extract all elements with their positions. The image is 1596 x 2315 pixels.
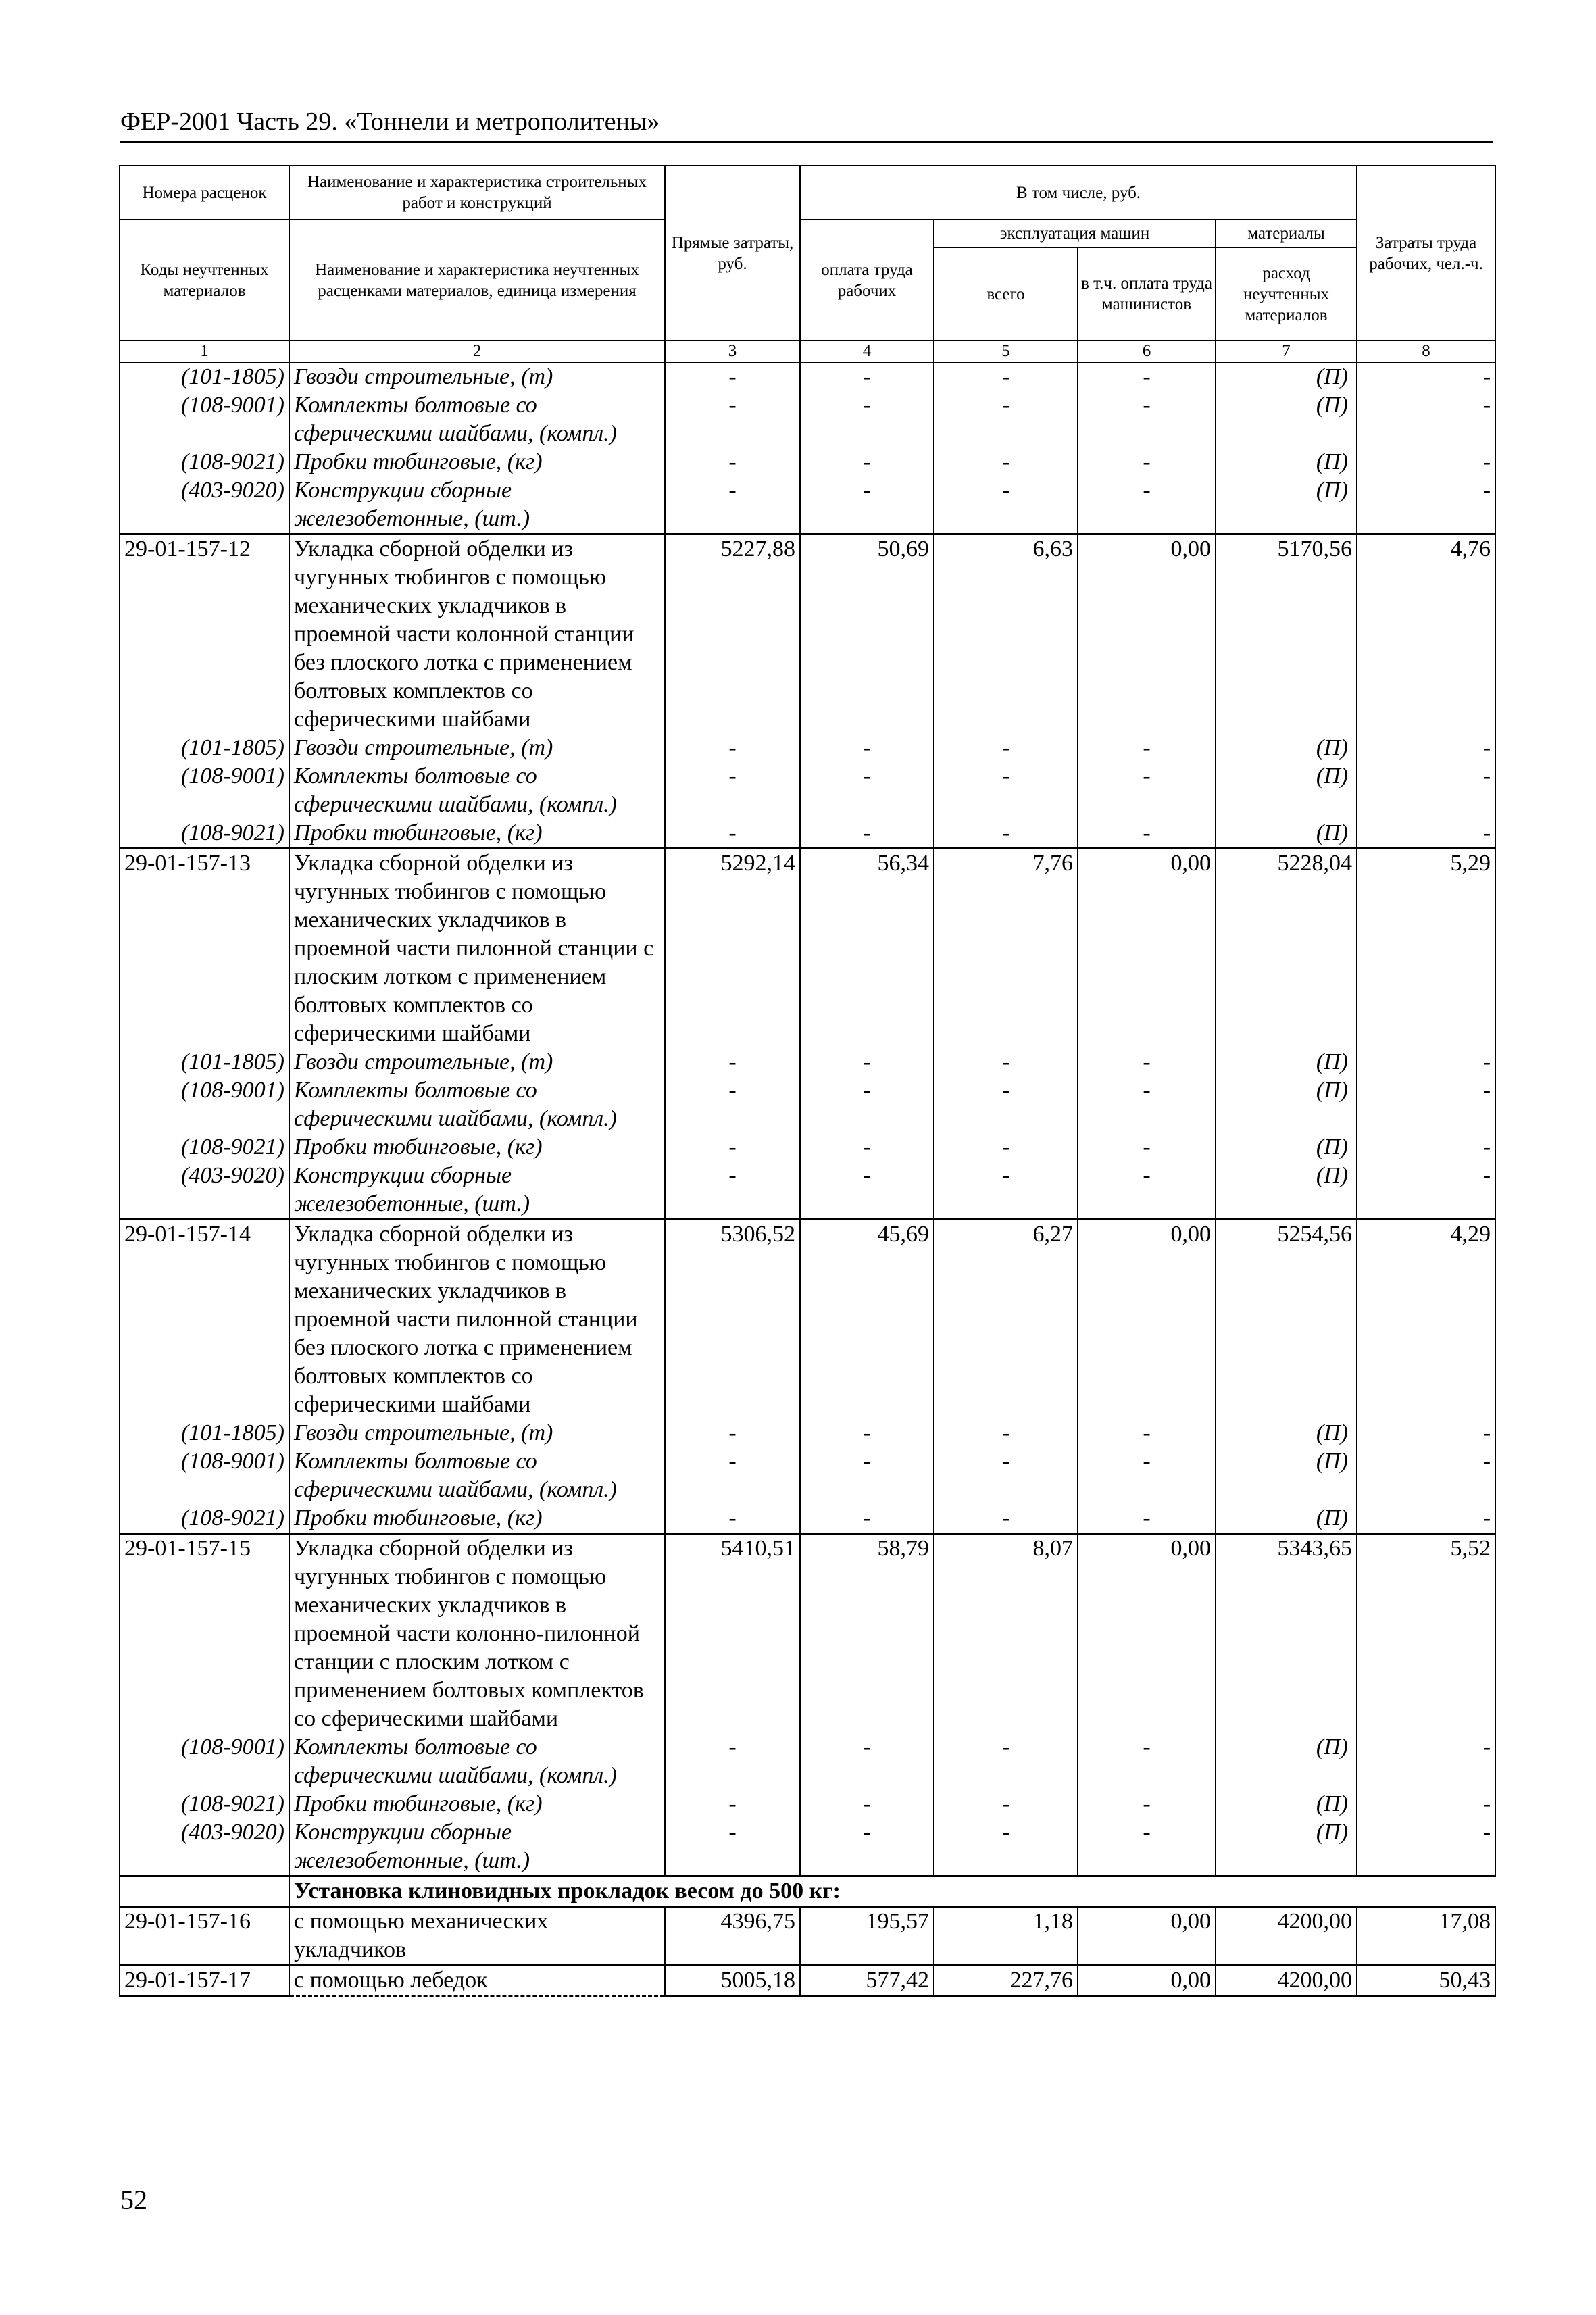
column-numbers-row (120, 341, 1495, 362)
rates-table (119, 165, 1496, 1997)
materials-cell: (П) (1216, 1133, 1357, 1162)
operator-pay-cell: 0,00 (1078, 1534, 1216, 1734)
material-name: Комплекты болтовые со сферическими шайбами, (компл.) (289, 762, 665, 819)
machines-total-cell: - (934, 1818, 1078, 1876)
worker-pay-cell: - (800, 1818, 934, 1876)
material-row (120, 1733, 1495, 1790)
machines-total-cell: - (934, 819, 1078, 849)
rate-code: 29-01-157-12 (120, 534, 289, 735)
direct-costs-cell: - (665, 1076, 800, 1133)
labor-costs-cell: - (1357, 819, 1495, 849)
direct-costs-cell: - (665, 1447, 800, 1504)
direct-costs-cell: - (665, 1818, 800, 1876)
materials-cell: (П) (1216, 1076, 1357, 1133)
machines-total-cell: - (934, 1733, 1078, 1790)
labor-costs-cell: 50,43 (1357, 1966, 1495, 1996)
material-row (120, 819, 1495, 849)
material-code: (108-9001) (120, 391, 289, 448)
operator-pay-cell: - (1078, 734, 1216, 762)
direct-costs-cell: 5005,18 (665, 1966, 800, 1996)
material-code: (108-9021) (120, 819, 289, 849)
material-row (120, 391, 1495, 448)
labor-costs-cell: - (1357, 762, 1495, 819)
operator-pay-cell: - (1078, 762, 1216, 819)
rate-row (120, 849, 1495, 1049)
materials-cell: (П) (1216, 819, 1357, 849)
labor-costs-cell: - (1357, 1162, 1495, 1220)
worker-pay-cell: - (800, 1048, 934, 1076)
material-code: (403-9020) (120, 476, 289, 534)
direct-costs-cell: - (665, 362, 800, 391)
material-name: Пробки тюбинговые, (кг) (289, 1133, 665, 1162)
materials-cell: 5343,65 (1216, 1534, 1357, 1734)
header-worker-pay: оплата труда рабочих (800, 220, 934, 341)
page-header: ФЕР-2001 Часть 29. «Тоннели и метрополитены» (120, 107, 1493, 143)
material-code: (108-9001) (120, 1733, 289, 1790)
operator-pay-cell: 0,00 (1078, 534, 1216, 735)
labor-costs-cell: - (1357, 734, 1495, 762)
rate-code: 29-01-157-16 (120, 1907, 289, 1966)
material-code: (108-9001) (120, 1076, 289, 1133)
material-row (120, 362, 1495, 391)
material-code: (101-1805) (120, 1419, 289, 1447)
material-row (120, 1419, 1495, 1447)
material-row (120, 1048, 1495, 1076)
rate-code: 29-01-157-13 (120, 849, 289, 1049)
column-number: 6 (1078, 341, 1216, 362)
machines-total-cell: 227,76 (934, 1966, 1078, 1996)
material-name: Комплекты болтовые со сферическими шайбами, (компл.) (289, 1733, 665, 1790)
labor-costs-cell: 4,29 (1357, 1220, 1495, 1420)
worker-pay-cell: 50,69 (800, 534, 934, 735)
direct-costs-cell: - (665, 762, 800, 819)
header-material-name: Наименование и характеристика неучтенных расценками материалов, единица измерения (289, 220, 665, 341)
header-work-name: Наименование и характеристика строительных работ и конструкций (289, 166, 665, 220)
direct-costs-cell: - (665, 1733, 800, 1790)
materials-cell: (П) (1216, 1733, 1357, 1790)
work-description: Укладка сборной обделки из чугунных тюбингов с помощью механических укладчиков в проемной части пилонной станции с плоским лотком с применением болтовых комплектов со сферическими шайбами (289, 849, 665, 1049)
header-machines-total: всего (934, 247, 1078, 341)
worker-pay-cell: - (800, 1733, 934, 1790)
header-labor-costs: Затраты труда рабочих, чел.-ч. (1357, 166, 1495, 341)
material-row (120, 1162, 1495, 1220)
header-rate-numbers: Номера расценок (120, 166, 289, 220)
materials-cell: (П) (1216, 448, 1357, 476)
operator-pay-cell: - (1078, 476, 1216, 534)
material-name: Комплекты болтовые со сферическими шайбами, (компл.) (289, 391, 665, 448)
operator-pay-cell: - (1078, 1133, 1216, 1162)
material-name: Гвозди строительные, (т) (289, 1419, 665, 1447)
worker-pay-cell: - (800, 819, 934, 849)
materials-cell: 5228,04 (1216, 849, 1357, 1049)
operator-pay-cell: - (1078, 448, 1216, 476)
machines-total-cell: - (934, 448, 1078, 476)
work-description: Укладка сборной обделки из чугунных тюбингов с помощью механических укладчиков в проемной части колонно-пилонной станции с плоским лотком с применением болтовых комплектов со сферическими шайбами (289, 1534, 665, 1734)
material-name: Пробки тюбинговые, (кг) (289, 1790, 665, 1818)
column-number: 2 (289, 341, 665, 362)
work-description: с помощью механических укладчиков (289, 1907, 665, 1966)
column-number: 1 (120, 341, 289, 362)
material-code: (101-1805) (120, 1048, 289, 1076)
direct-costs-cell: - (665, 734, 800, 762)
section-row (120, 1876, 1495, 1907)
work-description: Укладка сборной обделки из чугунных тюбингов с помощью механических укладчиков в проемной части пилонной станции без плоского лотка с применением болтовых комплектов со сферическими шайбами (289, 1220, 665, 1420)
material-name: Пробки тюбинговые, (кг) (289, 448, 665, 476)
column-number: 7 (1216, 341, 1357, 362)
material-row (120, 1133, 1495, 1162)
materials-cell: (П) (1216, 362, 1357, 391)
rate-row (120, 1220, 1495, 1420)
material-row (120, 762, 1495, 819)
worker-pay-cell: - (800, 1504, 934, 1534)
operator-pay-cell: - (1078, 1818, 1216, 1876)
material-code: (108-9001) (120, 1447, 289, 1504)
header-materials: материалы (1216, 220, 1357, 247)
material-code: (108-9021) (120, 1133, 289, 1162)
header-unaccounted-materials: расход неучтенных материалов (1216, 247, 1357, 341)
labor-costs-cell: - (1357, 448, 1495, 476)
header-operator-pay: в т.ч. оплата труда машинистов (1078, 247, 1216, 341)
material-name: Пробки тюбинговые, (кг) (289, 1504, 665, 1534)
material-row (120, 476, 1495, 534)
operator-pay-cell: - (1078, 1790, 1216, 1818)
machines-total-cell: 7,76 (934, 849, 1078, 1049)
worker-pay-cell: 45,69 (800, 1220, 934, 1420)
operator-pay-cell: 0,00 (1078, 1220, 1216, 1420)
material-row (120, 1076, 1495, 1133)
column-number: 3 (665, 341, 800, 362)
material-code: (108-9021) (120, 1790, 289, 1818)
labor-costs-cell: - (1357, 1076, 1495, 1133)
machines-total-cell: - (934, 762, 1078, 819)
material-code: (403-9020) (120, 1818, 289, 1876)
machines-total-cell: - (934, 1133, 1078, 1162)
page-number: 52 (120, 2185, 147, 2215)
machines-total-cell: - (934, 1504, 1078, 1534)
direct-costs-cell: - (665, 476, 800, 534)
worker-pay-cell: 56,34 (800, 849, 934, 1049)
table-body (120, 362, 1495, 1996)
materials-cell: 4200,00 (1216, 1966, 1357, 1996)
rate-row (120, 1907, 1495, 1966)
labor-costs-cell: - (1357, 1790, 1495, 1818)
labor-costs-cell: - (1357, 1733, 1495, 1790)
operator-pay-cell: - (1078, 1733, 1216, 1790)
machines-total-cell: 1,18 (934, 1907, 1078, 1966)
operator-pay-cell: - (1078, 1419, 1216, 1447)
labor-costs-cell: - (1357, 1504, 1495, 1534)
direct-costs-cell: - (665, 448, 800, 476)
direct-costs-cell: - (665, 1162, 800, 1220)
material-code: (403-9020) (120, 1162, 289, 1220)
material-code: (101-1805) (120, 734, 289, 762)
header-machine-operation: эксплуатация машин (934, 220, 1216, 247)
direct-costs-cell: 4396,75 (665, 1907, 800, 1966)
worker-pay-cell: - (800, 476, 934, 534)
machines-total-cell: - (934, 1419, 1078, 1447)
section-title: Установка клиновидных прокладок весом до 500 кг: (289, 1876, 1495, 1907)
column-number: 5 (934, 341, 1078, 362)
material-row (120, 1447, 1495, 1504)
operator-pay-cell: - (1078, 391, 1216, 448)
rate-row (120, 534, 1495, 735)
labor-costs-cell: - (1357, 1419, 1495, 1447)
machines-total-cell: - (934, 391, 1078, 448)
direct-costs-cell: - (665, 1133, 800, 1162)
labor-costs-cell: 4,76 (1357, 534, 1495, 735)
machines-total-cell: 6,63 (934, 534, 1078, 735)
direct-costs-cell: - (665, 1504, 800, 1534)
material-row (120, 448, 1495, 476)
header-direct-costs: Прямые затраты, руб. (665, 166, 800, 341)
direct-costs-cell: 5227,88 (665, 534, 800, 735)
materials-cell: (П) (1216, 476, 1357, 534)
machines-total-cell: 6,27 (934, 1220, 1078, 1420)
materials-cell: (П) (1216, 1790, 1357, 1818)
operator-pay-cell: - (1078, 1447, 1216, 1504)
worker-pay-cell: - (800, 1790, 934, 1818)
labor-costs-cell: - (1357, 391, 1495, 448)
material-name: Комплекты болтовые со сферическими шайбами, (компл.) (289, 1447, 665, 1504)
labor-costs-cell: - (1357, 362, 1495, 391)
operator-pay-cell: 0,00 (1078, 1907, 1216, 1966)
operator-pay-cell: 0,00 (1078, 849, 1216, 1049)
materials-cell: (П) (1216, 1419, 1357, 1447)
rate-code: 29-01-157-14 (120, 1220, 289, 1420)
machines-total-cell: - (934, 734, 1078, 762)
operator-pay-cell: - (1078, 1504, 1216, 1534)
material-code: (108-9001) (120, 762, 289, 819)
direct-costs-cell: 5410,51 (665, 1534, 800, 1734)
material-code: (108-9021) (120, 448, 289, 476)
column-number: 4 (800, 341, 934, 362)
materials-cell: (П) (1216, 1504, 1357, 1534)
materials-cell: 5254,56 (1216, 1220, 1357, 1420)
worker-pay-cell: - (800, 734, 934, 762)
worker-pay-cell: - (800, 1076, 934, 1133)
worker-pay-cell: 195,57 (800, 1907, 934, 1966)
machines-total-cell: - (934, 1162, 1078, 1220)
materials-cell: (П) (1216, 1162, 1357, 1220)
worker-pay-cell: - (800, 1162, 934, 1220)
worker-pay-cell: - (800, 391, 934, 448)
worker-pay-cell: 577,42 (800, 1966, 934, 1996)
materials-cell: (П) (1216, 762, 1357, 819)
machines-total-cell: - (934, 1447, 1078, 1504)
direct-costs-cell: - (665, 391, 800, 448)
operator-pay-cell: - (1078, 362, 1216, 391)
materials-cell: 5170,56 (1216, 534, 1357, 735)
table-header (120, 166, 1495, 362)
material-name: Комплекты болтовые со сферическими шайбами, (компл.) (289, 1076, 665, 1133)
material-row (120, 1504, 1495, 1534)
worker-pay-cell: - (800, 362, 934, 391)
column-number: 8 (1357, 341, 1495, 362)
worker-pay-cell: - (800, 762, 934, 819)
worker-pay-cell: - (800, 448, 934, 476)
materials-cell: (П) (1216, 1447, 1357, 1504)
labor-costs-cell: - (1357, 1447, 1495, 1504)
direct-costs-cell: - (665, 819, 800, 849)
operator-pay-cell: - (1078, 1162, 1216, 1220)
material-code: (108-9021) (120, 1504, 289, 1534)
materials-cell: 4200,00 (1216, 1907, 1357, 1966)
direct-costs-cell: - (665, 1790, 800, 1818)
labor-costs-cell: - (1357, 1048, 1495, 1076)
direct-costs-cell: - (665, 1048, 800, 1076)
materials-cell: (П) (1216, 1048, 1357, 1076)
direct-costs-cell: 5306,52 (665, 1220, 800, 1420)
material-row (120, 1790, 1495, 1818)
rate-code: 29-01-157-17 (120, 1966, 289, 1996)
material-name: Гвозди строительные, (т) (289, 1048, 665, 1076)
material-name: Гвозди строительные, (т) (289, 362, 665, 391)
header-material-codes: Коды неучтенных материалов (120, 220, 289, 341)
machines-total-cell: - (934, 1048, 1078, 1076)
materials-cell: (П) (1216, 1818, 1357, 1876)
labor-costs-cell: - (1357, 1818, 1495, 1876)
machines-total-cell: 8,07 (934, 1534, 1078, 1734)
labor-costs-cell: - (1357, 1133, 1495, 1162)
machines-total-cell: - (934, 362, 1078, 391)
machines-total-cell: - (934, 1076, 1078, 1133)
rate-row (120, 1534, 1495, 1734)
material-row (120, 1818, 1495, 1876)
labor-costs-cell: 5,29 (1357, 849, 1495, 1049)
machines-total-cell: - (934, 1790, 1078, 1818)
material-row (120, 734, 1495, 762)
rate-code: 29-01-157-15 (120, 1534, 289, 1734)
labor-costs-cell: 17,08 (1357, 1907, 1495, 1966)
material-name: Гвозди строительные, (т) (289, 734, 665, 762)
material-name: Конструкции сборные железобетонные, (шт.) (289, 1162, 665, 1220)
direct-costs-cell: 5292,14 (665, 849, 800, 1049)
material-name: Конструкции сборные железобетонные, (шт.) (289, 1818, 665, 1876)
materials-cell: (П) (1216, 734, 1357, 762)
material-name: Конструкции сборные железобетонные, (шт.) (289, 476, 665, 534)
operator-pay-cell: 0,00 (1078, 1966, 1216, 1996)
work-description: Укладка сборной обделки из чугунных тюбингов с помощью механических укладчиков в проемной части колонной станции без плоского лотка с применением болтовых комплектов со сферическими шайбами (289, 534, 665, 735)
machines-total-cell: - (934, 476, 1078, 534)
worker-pay-cell: 58,79 (800, 1534, 934, 1734)
worker-pay-cell: - (800, 1447, 934, 1504)
operator-pay-cell: - (1078, 819, 1216, 849)
rate-row (120, 1966, 1495, 1996)
materials-cell: (П) (1216, 391, 1357, 448)
operator-pay-cell: - (1078, 1048, 1216, 1076)
worker-pay-cell: - (800, 1133, 934, 1162)
operator-pay-cell: - (1078, 1076, 1216, 1133)
material-code: (101-1805) (120, 362, 289, 391)
labor-costs-cell: 5,52 (1357, 1534, 1495, 1734)
labor-costs-cell: - (1357, 476, 1495, 534)
material-name: Пробки тюбинговые, (кг) (289, 819, 665, 849)
worker-pay-cell: - (800, 1419, 934, 1447)
direct-costs-cell: - (665, 1419, 800, 1447)
header-including: В том числе, руб. (800, 166, 1357, 220)
work-description: с помощью лебедок (289, 1966, 665, 1996)
section-code-cell (120, 1876, 289, 1907)
